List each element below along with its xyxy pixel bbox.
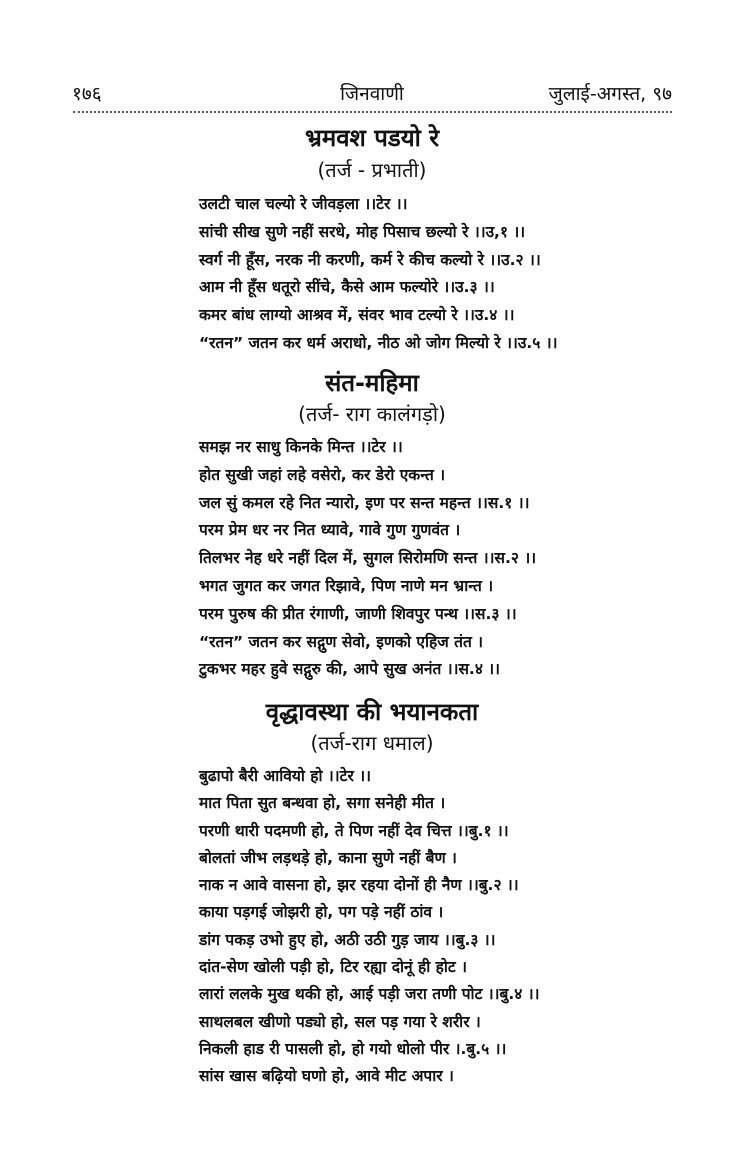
- section-subtitle: (तर्ज-राग धमाल): [310, 731, 434, 755]
- verse-line: साथलबल खीणो पड्यो हो, सल पड़ गया रे शरीर ।: [199, 1012, 481, 1031]
- verse-line: परणी थारी पदमणी हो, ते पिण नहीं देव चित्त ।।बु.१ ।।: [199, 821, 509, 840]
- verse-line: जल सुं कमल रहे नित न्यारो, इण पर सन्त महन्त ।।स.१ ।।: [199, 493, 530, 512]
- page-header: [72, 80, 672, 112]
- verse-line: सांची सीख सुणे नहीं सरधे, मोह पिसाच छल्यो रे ।।उ,१ ।।: [199, 222, 526, 241]
- verse-line: सांस खास बढ़ियो घणो हो, आवे मीट अपार ।: [199, 1067, 454, 1086]
- verse-line: दांत-सेण खोली पड़ी हो, टिर रह्या दोनूं ही होट ।: [199, 958, 467, 977]
- verse-line: “रतन” जतन कर सद्गुण सेवो, इणको एहिज तंत ।: [199, 632, 484, 651]
- verse-line: परम पुरुष की प्रीत रंगाणी, जाणी शिवपुर पन्थ ।।स.३ ।।: [199, 604, 517, 623]
- verse-line: “रतन” जतन कर धर्म अराधो, नीठ ओ जोग मिल्यो रे ।।उ.५ ।।: [199, 333, 558, 352]
- verse-line: कमर बांध लाग्यो आश्रव में, संवर भाव टल्यो रे ।।उ.४ ।।: [199, 306, 515, 325]
- verse-line: लारां ललके मुख थकी हो, आई पड़ी जरा तणी पोट ।।बु.४ ।।: [199, 985, 540, 1004]
- magazine-name: जिनवाणी: [340, 83, 404, 105]
- page-number: १७६: [72, 83, 102, 105]
- section-subtitle: (तर्ज- राग कालंगड़ो): [298, 402, 446, 426]
- verse-list: [199, 434, 619, 684]
- verse-line: बुढापो बैरी आवियो हो ।।टेर ।।: [199, 767, 371, 785]
- verse-line: टुकभर महर हुवे सद्गुरु की, आपे सुख अनंत ।।स.४ ।।: [199, 660, 501, 679]
- verse-line: मात पिता सुत बन्धवा हो, सगा सनेही मीत ।: [199, 794, 446, 813]
- verse-line: काया पड़गई जोझरी हो, पग पड़े नहीं ठांव ।: [199, 903, 444, 922]
- verse-list: [199, 191, 619, 358]
- section-title: वृद्धावस्था की भयानकता: [265, 698, 479, 726]
- verse-line: समझ नर साधु किनके मिन्त ।।टेर ।।: [199, 438, 403, 456]
- verse-line: होत सुखी जहां लहे वसेरो, कर डेरो एकन्त ।: [199, 465, 446, 484]
- verse-line: आम नी हूँस धतूरो सींचे, कैसे आम फल्योरे ।।उ.३ ।।: [199, 278, 495, 297]
- verse-line: उलटी चाल चल्यो रे जीवड़ला ।।टेर ।।: [199, 195, 408, 213]
- verse-line: भगत जुगत कर जगत रिझावे, पिण नाणे मन भ्रान्त ।: [199, 576, 494, 595]
- verse-line: परम प्रेम धर नर नित ध्यावे, गावे गुण गुणवंत ।: [199, 521, 461, 540]
- verse-line: स्वर्ग नी हूँस, नरक नी करणी, कर्म रे कीच कल्यो रे ।।उ.२ ।।: [199, 250, 541, 269]
- verse-line: तिलभर नेह धरे नहीं दिल में, सुगल सिरोमणि सन्त ।।स.२ ।।: [199, 549, 537, 568]
- verse-line: निकली हाड री पासली हो, हो गयो धोलो पीर ।.बु.५ ।।: [199, 1039, 507, 1058]
- issue-date: जुलाई-अगस्त, ९७: [548, 83, 672, 105]
- verse-line: नाक न आवे वासना हो, झर रहया दोनों ही नैण ।।बु.२ ।।: [199, 876, 519, 895]
- section-subtitle: (तर्ज - प्रभाती): [317, 158, 427, 182]
- verse-list: [199, 763, 619, 1091]
- header-rule: [73, 111, 672, 113]
- section-title: भ्रमवश पडयो रे: [304, 124, 440, 152]
- section-title: संत-महिमा: [325, 369, 419, 397]
- verse-line: डांग पकड़ उभो हुए हो, अठी उठी गुड़ जाय ।।बु.३ ।।: [199, 930, 496, 949]
- verse-line: बोलतां जीभ लड़थड़े हो, काना सुणे नहीं बैण ।: [199, 848, 457, 867]
